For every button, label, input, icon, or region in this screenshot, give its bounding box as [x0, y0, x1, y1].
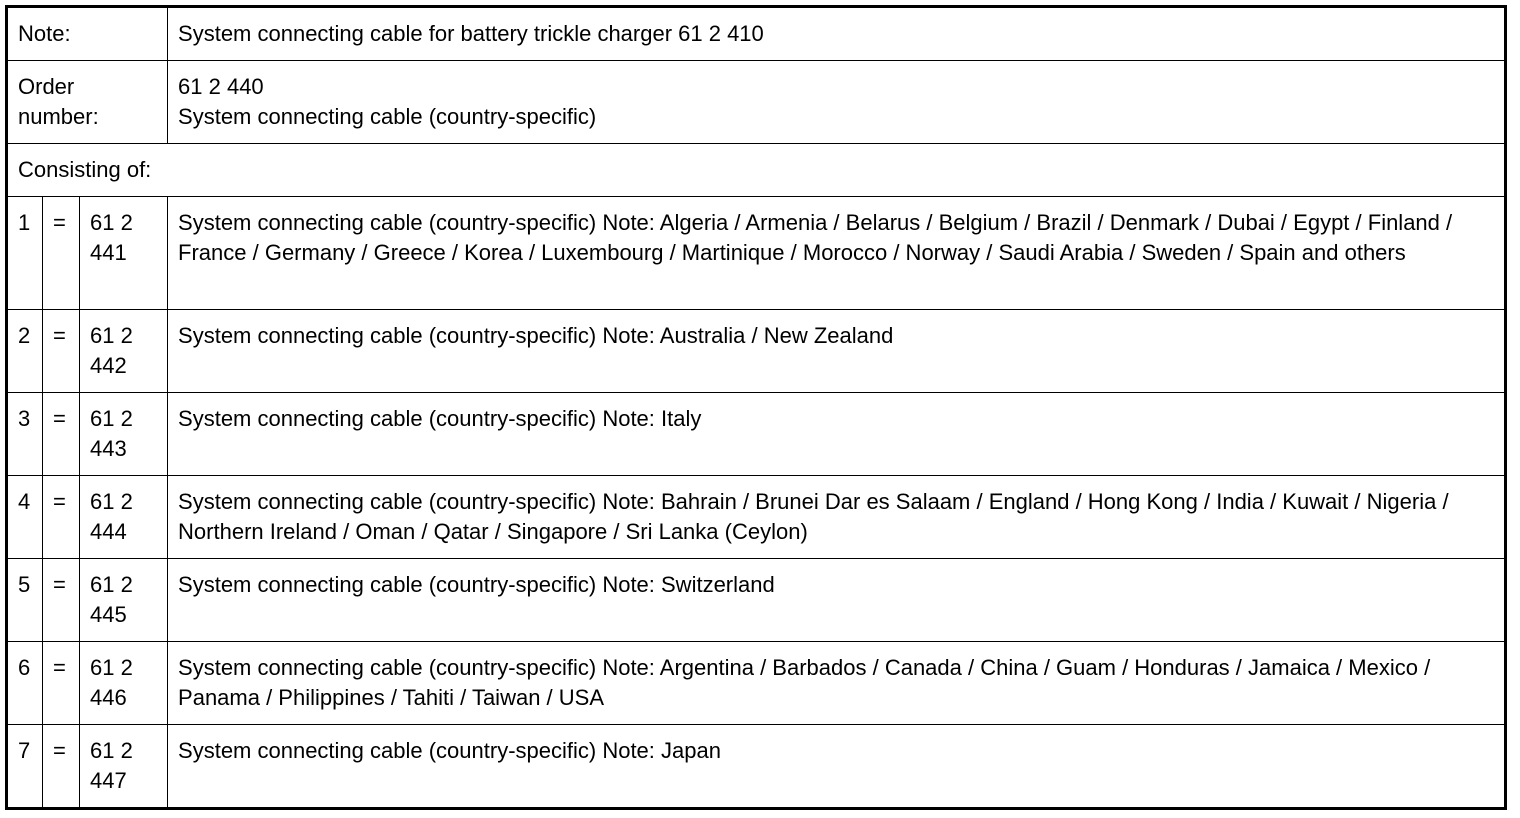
item-equals: =	[43, 476, 80, 559]
table-row	[7, 197, 1506, 310]
table-row	[7, 559, 1506, 642]
item-part-number	[80, 476, 168, 559]
part-number-b: 441	[90, 240, 127, 265]
note-label: Note:	[7, 7, 168, 61]
table-row	[7, 476, 1506, 559]
order-label	[7, 61, 168, 144]
table-row	[7, 393, 1506, 476]
part-number-a: 61 2	[90, 655, 133, 680]
item-equals: =	[43, 197, 80, 310]
item-index: 4	[7, 476, 43, 559]
order-label-line1: Order	[18, 74, 75, 99]
item-description: System connecting cable (country-specific) Note: Italy	[168, 393, 1506, 476]
table-row	[7, 642, 1506, 725]
consisting-label: Consisting of:	[7, 144, 1506, 197]
order-number: 61 2 440	[178, 74, 264, 99]
order-label-line2: number:	[18, 104, 99, 129]
consisting-row	[7, 144, 1506, 197]
note-row	[7, 7, 1506, 61]
item-equals: =	[43, 393, 80, 476]
item-equals: =	[43, 642, 80, 725]
item-index: 7	[7, 725, 43, 809]
part-number-a: 61 2	[90, 406, 133, 431]
part-number-a: 61 2	[90, 323, 133, 348]
note-value: System connecting cable for battery trickle charger 61 2 410	[168, 7, 1506, 61]
table-row	[7, 310, 1506, 393]
part-number-b: 444	[90, 519, 127, 544]
item-description: System connecting cable (country-specific) Note: Australia / New Zealand	[168, 310, 1506, 393]
part-number-b: 443	[90, 436, 127, 461]
item-part-number	[80, 393, 168, 476]
item-index: 2	[7, 310, 43, 393]
part-number-b: 446	[90, 685, 127, 710]
item-description: System connecting cable (country-specific) Note: Argentina / Barbados / Canada / China / Guam / Honduras / Jamaica / Mexico / Panama / Philippines / Tahiti / Taiwan / USA	[168, 642, 1506, 725]
part-number-b: 447	[90, 768, 127, 793]
item-index: 3	[7, 393, 43, 476]
item-description: System connecting cable (country-specific) Note: Algeria / Armenia / Belarus / Belgium / Brazil / Denmark / Dubai / Egypt / Finland / France / Germany / Greece / Korea / Luxembourg / Martinique / Morocco / Norway / Saudi Arabia / Sweden / Spain and others	[168, 197, 1506, 310]
item-description: System connecting cable (country-specific) Note: Bahrain / Brunei Dar es Salaam / England / Hong Kong / India / Kuwait / Nigeria / Northern Ireland / Oman / Qatar / Singapore / Sri Lanka (Ceylon)	[168, 476, 1506, 559]
part-number-b: 445	[90, 602, 127, 627]
item-part-number	[80, 197, 168, 310]
item-equals: =	[43, 725, 80, 809]
item-part-number	[80, 310, 168, 393]
parts-table	[5, 5, 1507, 810]
item-part-number	[80, 642, 168, 725]
part-number-a: 61 2	[90, 489, 133, 514]
order-value	[168, 61, 1506, 144]
item-equals: =	[43, 559, 80, 642]
order-row	[7, 61, 1506, 144]
item-index: 1	[7, 197, 43, 310]
item-part-number	[80, 559, 168, 642]
part-number-a: 61 2	[90, 738, 133, 763]
part-number-a: 61 2	[90, 210, 133, 235]
item-index: 6	[7, 642, 43, 725]
item-description: System connecting cable (country-specific) Note: Switzerland	[168, 559, 1506, 642]
item-index: 5	[7, 559, 43, 642]
item-equals: =	[43, 310, 80, 393]
item-part-number	[80, 725, 168, 809]
part-number-a: 61 2	[90, 572, 133, 597]
part-number-b: 442	[90, 353, 127, 378]
item-description: System connecting cable (country-specific) Note: Japan	[168, 725, 1506, 809]
table-row	[7, 725, 1506, 809]
order-description: System connecting cable (country-specific)	[178, 104, 597, 129]
